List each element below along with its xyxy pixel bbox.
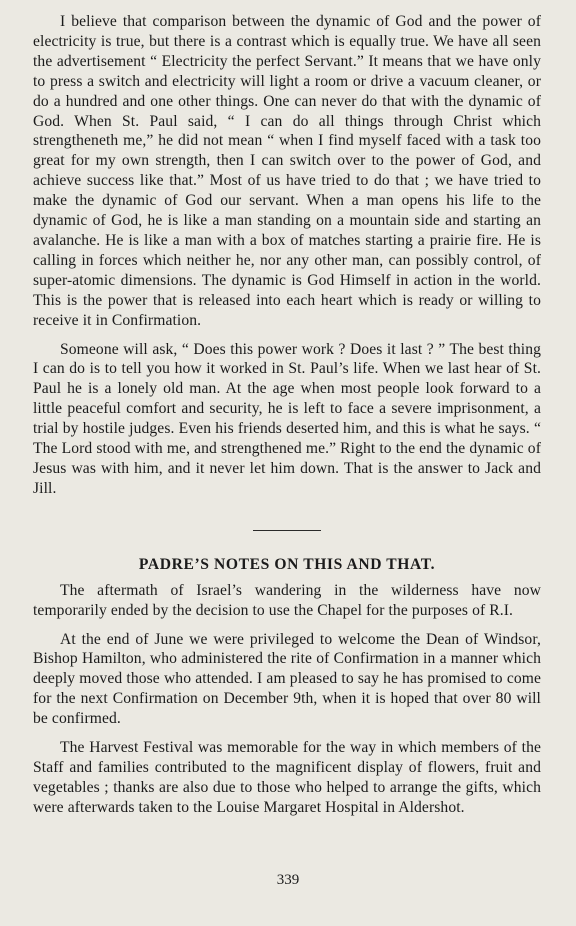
section-divider <box>253 530 321 531</box>
article-paragraph: I believe that comparison between the dynamic of God and the power of electricity is true, but there is a contrast which is equally true. We have all seen the advertisement “ Electricity the perfect Servant.” It means that we have only to press a switch and electricity will light a room or drive a vacuum cleaner, or do a hundred and one other things. One can never do that with the dynamic of God. When St. Paul said, “ I can do all things through Christ which strengtheneth me,” he did not mean “ when I find myself faced with a task too great for my own strength, then I can switch over to the power of God, and achieve success like that.” Most of us have tried to do that ; we have tried to make the dynamic of God our servant. When a man opens his life to the dynamic of God, he is like a man standing on a mountain side and starting an avalanche. He is like a man with a box of matches starting a prairie fire. He is calling in forces which neither he, nor any other man, can possibly control, of super-atomic dimensions. The dynamic is God Himself in action in the world. This is the power that is released into each heart which is ready or willing to receive it in Confirmation. <box>33 13 541 329</box>
notes-paragraph: At the end of June we were privileged to welcome the Dean of Windsor, Bishop Hamilton, who administered the rite of Confirmation in a manner which deeply moved those who attended. I am pleased to say he has promised to come for the next Confirmation on December 9th, when it is hoped that over 80 will be confirmed. <box>33 630 541 728</box>
article-paragraph: Someone will ask, “ Does this power work ? Does it last ? ” The best thing I can do is to tell you how it worked in St. Paul’s life. When we last hear of St. Paul he is a lonely old man. At the age when most people look forward to a little peaceful comfort and security, he is left to face a severe imprisonment, a trial by hostile judges. Even his friends deserted him, and this is what he says. “ The Lord stood with me, and strengthened me.” Right to the end the dynamic of Jesus was with him, and it never let him down. That is the answer to Jack and Jill. <box>33 340 541 497</box>
page-body <box>33 12 541 818</box>
page-number: 339 <box>276 872 300 888</box>
notes-paragraph: The aftermath of Israel’s wandering in the wilderness have now temporarily ended by the decision to use the Chapel for the purposes of R.I. <box>33 581 541 619</box>
section-heading: PADRE’S NOTES ON THIS AND THAT. <box>138 555 436 573</box>
notes-paragraph: The Harvest Festival was memorable for the way in which members of the Staff and families contributed to the magnificent display of flowers, fruit and vegetables ; thanks are also due to those who helped to arrange the gifts, which were afterwards taken to the Louise Margaret Hospital in Aldershot. <box>33 739 541 816</box>
